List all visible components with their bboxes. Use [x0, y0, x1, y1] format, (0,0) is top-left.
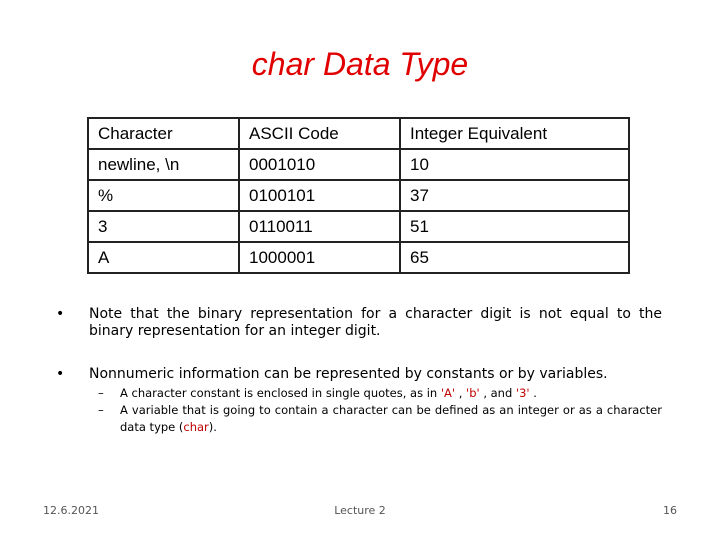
sub-bullet-item: [56, 385, 662, 402]
table-cell: 0001010: [239, 149, 400, 180]
bullet-item: [56, 366, 662, 383]
table-header-row: [88, 118, 629, 149]
table-cell: 37: [400, 180, 629, 211]
page-number: 16: [663, 504, 677, 517]
separator-text: .: [529, 386, 537, 400]
sub-bullet-item: [56, 402, 662, 436]
table-cell: %: [88, 180, 239, 211]
table-row: [88, 211, 629, 242]
bullet-marker: •: [56, 366, 65, 382]
bullet-marker: •: [56, 306, 65, 322]
table-cell: 1000001: [239, 242, 400, 273]
dash-marker: –: [98, 403, 104, 417]
header-cell: ASCII Code: [239, 118, 400, 149]
ascii-table: [87, 117, 630, 274]
table-cell: 51: [400, 211, 629, 242]
table-cell: 0110011: [239, 211, 400, 242]
table-cell: 0100101: [239, 180, 400, 211]
table-cell: A: [88, 242, 239, 273]
dash-marker: –: [98, 386, 104, 400]
table-row: [88, 180, 629, 211]
char-literal: 'A': [440, 386, 456, 400]
sub-bullet-text-end: ).: [208, 420, 217, 434]
bullet-text: Nonnumeric information can be represented by constants or by variables.: [89, 366, 608, 382]
separator-text: ,: [455, 386, 467, 400]
sub-bullet-text: A character constant is enclosed in single quotes, as in: [120, 386, 441, 400]
table-cell: 65: [400, 242, 629, 273]
sub-bullet-list: [56, 385, 662, 436]
table-row: [88, 242, 629, 273]
slide-title: char Data Type: [251, 46, 469, 82]
table-cell: newline, \n: [88, 149, 239, 180]
bullet-text: Note that the binary representation for a character digit is not equal to the binary representation for an integer digit.: [89, 306, 662, 339]
char-literal: '3': [515, 386, 530, 400]
sub-bullet-text: A variable that is going to contain a character can be defined as an integer or as a character data type (: [120, 403, 662, 434]
table-cell: 3: [88, 211, 239, 242]
bullet-item: [56, 306, 662, 340]
table-row: [88, 149, 629, 180]
header-cell: Character: [88, 118, 239, 149]
char-keyword: char: [183, 420, 209, 434]
footer-date: 12.6.2021: [43, 504, 99, 517]
separator-text: , and: [479, 386, 516, 400]
table-cell: 10: [400, 149, 629, 180]
header-cell: Integer Equivalent: [400, 118, 629, 149]
char-literal: 'b': [466, 386, 480, 400]
footer-center: Lecture 2: [334, 504, 386, 517]
bullet-list: [56, 306, 662, 436]
